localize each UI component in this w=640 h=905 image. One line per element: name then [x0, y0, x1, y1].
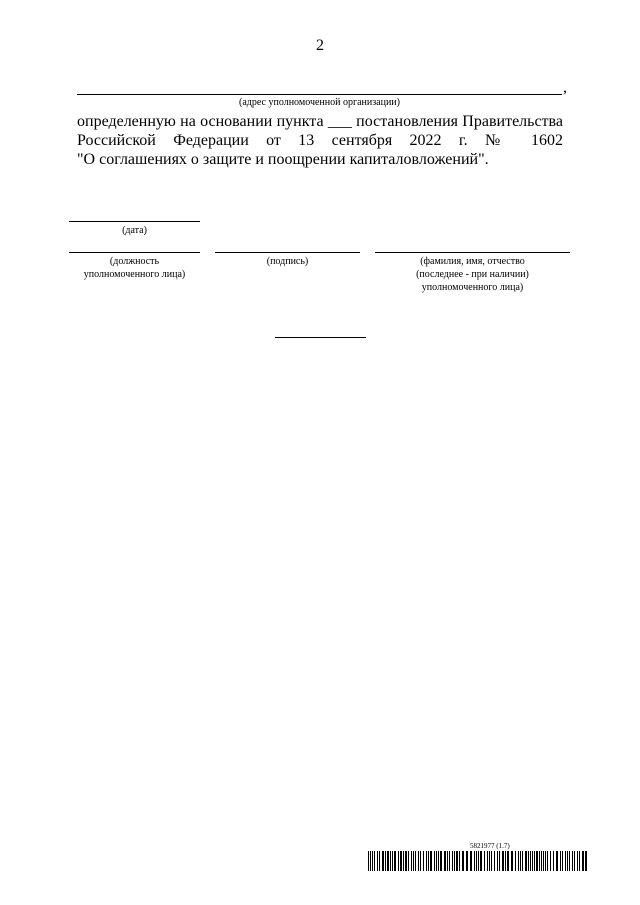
barcode-bar — [550, 851, 551, 871]
barcode-bar — [462, 851, 464, 871]
barcode-bar — [539, 851, 540, 871]
barcode-bar — [487, 851, 488, 871]
barcode-bar — [474, 851, 475, 871]
barcode-bar — [545, 851, 546, 871]
barcode-image — [368, 851, 590, 871]
barcode-bar — [394, 851, 396, 871]
barcode-bar — [470, 851, 472, 871]
barcode-bar — [502, 851, 504, 871]
barcode-bar — [418, 851, 419, 871]
date-line — [69, 221, 200, 222]
barcode-bar — [494, 851, 495, 871]
body-line-2: Российской Федерации от 13 сентября 2022 г. № 1602 — [77, 132, 563, 149]
barcode-bar — [556, 851, 558, 871]
date-caption: (дата) — [122, 225, 147, 236]
barcode-bar — [572, 851, 573, 871]
position-line — [69, 252, 200, 253]
barcode-bar — [543, 851, 544, 871]
barcode-bar — [370, 851, 371, 871]
barcode-bar — [398, 851, 399, 871]
barcode-bar — [499, 851, 500, 871]
barcode-bar — [577, 851, 578, 871]
barcode-bar — [413, 851, 414, 871]
barcode-bar — [525, 851, 527, 871]
barcode-bar — [411, 851, 412, 871]
barcode-bar — [459, 851, 460, 871]
barcode-bar — [408, 851, 409, 871]
barcode-bar — [553, 851, 554, 871]
barcode-bar — [562, 851, 563, 871]
address-caption: (адрес уполномоченной организации) — [239, 97, 400, 108]
position-caption — [69, 255, 200, 281]
barcode-bar — [392, 851, 393, 871]
barcode-bar — [390, 851, 391, 871]
barcode-bar — [476, 851, 477, 871]
barcode-bar — [520, 851, 521, 871]
name-caption-line-3: уполномоченного лица) — [421, 282, 524, 293]
barcode-bar — [447, 851, 448, 871]
barcode-bar — [574, 851, 575, 871]
barcode-bar — [434, 851, 435, 871]
barcode-bar — [480, 851, 482, 871]
barcode-bar — [536, 851, 538, 871]
name-caption — [375, 255, 570, 294]
body-paragraph — [77, 112, 563, 169]
barcode-bar — [478, 851, 479, 871]
barcode-bar — [532, 851, 533, 871]
barcode-bar — [426, 851, 427, 871]
page-number: 2 — [316, 37, 324, 54]
barcode-bar — [420, 851, 421, 871]
name-caption-line-2: (последнее - при наличии) — [416, 269, 529, 280]
barcode-bar — [379, 851, 380, 871]
body-line-3: "О соглашениях о защите и поощрении капиталовложений". — [77, 151, 489, 168]
barcode-bar — [444, 851, 446, 871]
barcode-bar — [368, 851, 369, 871]
barcode-bar — [449, 851, 450, 871]
barcode-bar — [428, 851, 429, 871]
barcode-bar — [530, 851, 531, 871]
barcode-bar — [560, 851, 561, 871]
barcode-bar — [374, 851, 375, 871]
address-comma: , — [563, 79, 567, 96]
barcode-bar — [440, 851, 442, 871]
barcode-bar — [547, 851, 548, 871]
closing-rule — [275, 337, 366, 338]
barcode-label: 5821977 (1.7) — [470, 842, 510, 850]
barcode-bar — [505, 851, 506, 871]
barcode-bar — [430, 851, 432, 871]
barcode-bar — [565, 851, 566, 871]
barcode-bar — [438, 851, 439, 871]
barcode-bar — [528, 851, 529, 871]
barcode-bar — [534, 851, 535, 871]
barcode-bar — [436, 851, 437, 871]
barcode-bar — [456, 851, 458, 871]
barcode-bar — [585, 851, 587, 871]
signature-line — [215, 252, 360, 253]
barcode-bar — [511, 851, 513, 871]
body-line-1: определенную на основании пункта ___ постановления Правительства — [77, 113, 563, 130]
barcode-bar — [569, 851, 570, 871]
barcode-bar — [415, 851, 416, 871]
barcode-bar — [400, 851, 402, 871]
position-caption-line-2: уполномоченного лица) — [83, 269, 186, 280]
barcode-bar — [377, 851, 378, 871]
name-caption-line-1: (фамилия, имя, отчество — [420, 256, 525, 267]
signature-caption: (подпись) — [266, 256, 309, 267]
barcode-bar — [515, 851, 516, 871]
position-caption-line-1: (должность — [109, 256, 160, 267]
barcode-bar — [403, 851, 404, 871]
barcode-bar — [372, 851, 373, 871]
barcode-bar — [582, 851, 584, 871]
barcode-bar — [454, 851, 455, 871]
name-line — [375, 252, 570, 253]
barcode-bar — [385, 851, 386, 871]
barcode-bar — [382, 851, 384, 871]
address-line — [77, 94, 562, 95]
barcode-bar — [484, 851, 485, 871]
barcode-bar — [579, 851, 580, 871]
barcode-bar — [522, 851, 523, 871]
barcode-bar — [466, 851, 468, 871]
barcode-bar — [541, 851, 542, 871]
barcode-bar — [489, 851, 490, 871]
barcode-bar — [497, 851, 498, 871]
barcode-bar — [567, 851, 568, 871]
barcode-bar — [405, 851, 407, 871]
barcode-bar — [507, 851, 509, 871]
barcode-bar — [387, 851, 389, 871]
barcode-bar — [452, 851, 453, 871]
barcode-bar — [491, 851, 492, 871]
barcode-bar — [423, 851, 424, 871]
barcode-bar — [518, 851, 519, 871]
